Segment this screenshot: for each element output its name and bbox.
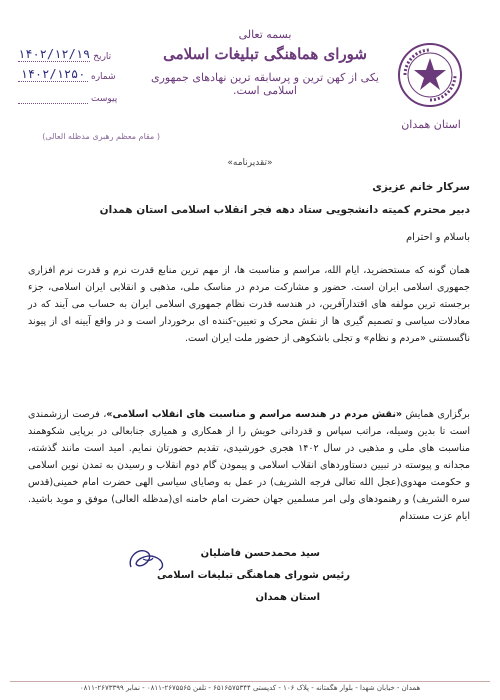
signatory-name: سید محمدحسن فاضلیان	[200, 548, 320, 559]
tagline: یکی از کهن ترین و پرسابقه ترین نهادهای جمهوری اسلامی است.	[151, 71, 379, 97]
bismillah: بسمه تعالی	[238, 28, 292, 41]
letterhead	[150, 28, 380, 97]
date-row	[18, 42, 138, 62]
footer-address: همدان - خیابان شهدا - بلوار هگمتانه - پلاک ۱۰۶ - کدپستی ۶۵۱۶۵۷۵۳۴۴ - تلفن ۲۶۷۵۵۶۵-۰۸۱۱ - نمابر ۲۶۷۳۳۹۹-۰۸۱۱	[79, 684, 421, 692]
signatory-title: رئیس شورای هماهنگی تبلیغات اسلامی	[156, 570, 350, 581]
paragraph-2-end: ، فرصت ارزشمندی است تا بدین وسیله، مراتب سپاس و قدردانی خویش را از همکاری و همیاری جنابعالی در برپایی شکوهمند مناسبت های ملی و مذهبی در سال ۱۴۰۲ هجری خورشیدی، تقدیم حضورتان نمایم. امید است مانند گذشته، مجدانه و پیوسته در تبیین دستاوردهای انقلاب اسلامی و پیمودن گام دوم انقلاب و رسیدن به تمدن نوین اسلامی و حکومت مهدوی(عجل الله تعالی فرجه الشریف) در عمل به وصایای سیاسی الهی حضرت امام خمینی(قدس سره الشریف) و رهنمودهای ولی امر مسلمین جهان حضرت امام خامنه ای(مدظله العالی) موفق و موید باشید. ایام عزت مستدام	[28, 409, 470, 522]
paragraph-1: همان گونه که مستحضرید، ایام الله، مراسم و مناسبت ها، از مهم ترین منابع قدرت نرم و قدرت نرم افزاری جمهوری اسلامی ایران است. حضور و مشارکت مردم در مناسک ملی، مذهبی و انقلابی ایران اسلامی، جزء برجسته ترین مولفه های اقتدارآفرین، در هندسه قدرت نظام جمهوری اسلامی ایران به حساب می آیند که در معادلات سیاسی و تصمیم گیری ها از نقش محرک و تعیین-کننده ای برخوردار است و در واقع آیینه ای از پیوند ناگسستنی «مردم و نظام» و تجلی باشکوهی از حضور ملت ایران است.	[28, 265, 470, 344]
number-value: ۱۴۰۲/۱۲۵۰	[18, 67, 88, 82]
number-label: شماره	[91, 72, 116, 82]
attachment-label: پیوست	[91, 94, 118, 104]
council-name: شورای هماهنگی تبلیغات اسلامی	[163, 45, 367, 63]
council-logo-icon	[395, 40, 465, 110]
footer-divider	[10, 681, 490, 682]
attachment-value	[18, 103, 88, 104]
signatory-province: استان همدان	[255, 592, 320, 603]
greeting: باسلام و احترام	[405, 232, 470, 243]
letter-type: «تقدیرنامه»	[227, 158, 273, 168]
attachment-row	[18, 84, 138, 104]
addressee-position: دبیر محترم کمیته دانشجویی ستاد دهه فجر انقلاب اسلامی استان همدان	[99, 204, 470, 216]
paragraph-2	[28, 406, 470, 525]
event-title: «نقش مردم در هندسه مراسم و مناسبت های انقلاب اسلامی»	[106, 409, 403, 420]
province-label: استان همدان	[401, 118, 461, 131]
paragraph-2-start: برگزاری همایش	[402, 409, 470, 420]
addressee-name: سرکار خانم عزیزی	[372, 181, 470, 193]
letter-meta	[18, 42, 138, 104]
date-label: تاریخ	[93, 52, 112, 62]
date-value: ۱۴۰۲/۱۲/۱۹	[18, 47, 91, 61]
number-row	[18, 62, 138, 82]
leader-quote: ( مقام معظم رهبری مدظله العالی)	[42, 132, 160, 141]
